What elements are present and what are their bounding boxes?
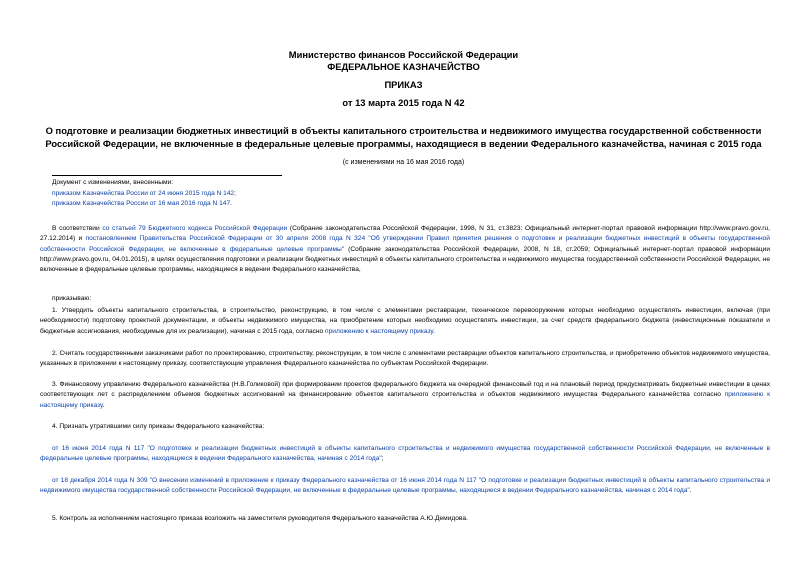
budget-code-link[interactable]: со статьей 79 Бюджетного кодекса Российской Федерации: [102, 225, 288, 232]
document-type: ПРИКАЗ: [384, 79, 423, 90]
government-decree-link[interactable]: постановлением Правительства Российской Федерации от 30 апреля 2008 года N 324 "Об утверждении Правил принятия решения о подготовке и реализации бюджетных инвестиций в объекты государственной собственности Российской Федерации, не включенные в федеральные целевые программы": [40, 235, 770, 253]
changes-box: [52, 175, 282, 210]
preamble-paragraph: В соответствии со статьей 79 Бюджетного кодекса Российской Федерации (Собрание законодательства Российской Федерации, 1998, N 31, ст.3823; Официальный интернет-портал правовой информации http://www.pravo.gov.ru, 27.12.2014) и постановлением Правительства Российской Федерации от 30 апреля 2008 года N 324 "Об утверждении Правил принятия решения о подготовке и реализации бюджетных инвестиций в объекты государственной собственности Российской Федерации, не включенные в федеральные целевые программы" (Собрание законодательства Российской Федерации, 2008, N 18, ст.2059; Официальный интернет-портал правовой информации http://www.pravo.gov.ru, 04.01.2015), в целях осуществления подготовки и реализации бюджетных инвестиций в объекты капитального строительства и недвижимого имущества государственной собственности Российской Федерации, не включенные в федеральные целевые программы, находящиеся в ведении Федерального казначейства,: [40, 225, 771, 274]
revision-note: (с изменениями на 16 мая 2016 года): [342, 159, 465, 166]
clause-3: 3. Финансовому управлению Федерального казначейства (Н.В.Голиковой) при формировании проектов федерального бюджета на очередной финансовый год и на плановый период предусматривать бюджетные инвестиции в ценах соответствующих лет с распределением объемов бюджетных ассигнований на финансирование объектов капитального строительства и объектов недвижимого имущества Федерального казначейства согласно приложению к настоящему приказу.: [40, 381, 770, 409]
clause-5: 5. Контроль за исполнением настоящего приказа возложить на заместителя руководителя Федерального казначейства А.Ю.Демидова.: [52, 515, 468, 522]
clause-4: 4. Признать утратившими силу приказы Федерального казначейства:: [52, 423, 265, 430]
amendment-link-142[interactable]: приказом Казначейства России от 24 июня 2015 года N 142;: [52, 189, 237, 197]
changes-heading: Документ с изменениями, внесенными:: [52, 179, 174, 186]
amendment-link-147[interactable]: приказом Казначейства России от 16 мая 2016 года N 147.: [52, 200, 232, 207]
ministry-name: Министерство финансов Российской Федерации: [288, 49, 519, 60]
clause-4b: от 18 декабря 2014 года N 309 "О внесении изменений в приложение к приказу Федерального казначейства от 16 июня 2014 года N 117 "О подготовке и реализации бюджетных инвестиций в объекты капитального строительства и недвижимого имущества государственной собственности Российской Федерации, не включенные в федеральные целевые программы, находящиеся в ведении Федерального казначейства, начиная с 2014 года".: [40, 477, 770, 495]
clause-1: 1. Утвердить объекты капитального строительства, в строительство, реконструкцию, в том числе с элементами реставрации, техническое перевооружение которых необходимо осуществлять инвестиции, включая (при необходимости) подготовку проектной документации, и объекты недвижимого имущества, на приобретение которых необходимо осуществлять инвестиции, за счет средств федерального бюджета (инвестиционные показатели и бюджетные ассигнования, необходимые для их реализации), начиная с 2015 года, согласно приложению к настоящему приказу.: [40, 307, 770, 335]
agency-name: ФЕДЕРАЛЬНОЕ КАЗНАЧЕЙСТВО: [327, 61, 480, 72]
clause-2: 2. Считать государственными заказчиками работ по проектированию, строительству, реконструкции, в том числе с элементами реставрации объектов капитального строительства, и приобретению объектов недвижимого имущества, указанных в приложении к настоящему приказу, соответствующие управления Федерального казначейства по субъектам Российской Федерации.: [40, 350, 770, 368]
order-word: приказываю:: [52, 295, 92, 302]
appendix-link-2[interactable]: приложению к настоящему приказу: [40, 391, 770, 409]
repealed-order-117-link[interactable]: от 16 июня 2014 года N 117 "О подготовке и реализации бюджетных инвестиций в объекты капитального строительства и недвижимого имущества государственной собственности Российской Федерации, не включенные в федеральные целевые программы, находящиеся в ведении Федерального казначейства, начиная с 2014 года": [40, 445, 770, 463]
appendix-link-1[interactable]: приложению к настоящему приказу: [325, 327, 434, 335]
clause-4a: от 16 июня 2014 года N 117 "О подготовке и реализации бюджетных инвестиций в объекты капитального строительства и недвижимого имущества государственной собственности Российской Федерации, не включенные в федеральные целевые программы, находящиеся в ведении Федерального казначейства, начиная с 2014 года";: [40, 445, 770, 463]
document-title: О подготовке и реализации бюджетных инвестиций в объекты капитального строительства и недвижимого имущества государственной собственности Российской Федерации, не включенные в федеральные целевые программы, находящиеся в ведении Федерального казначейства, начиная с 2015 года: [45, 125, 762, 149]
repealed-order-309-link[interactable]: от 18 декабря 2014 года N 309 "О внесении изменений в приложение к приказу Федерального казначейства от 16 июня 2014 года N 117 "О подготовке и реализации бюджетных инвестиций в объекты капитального строительства и недвижимого имущества государственной собственности Российской Федерации, не включенные в федеральные целевые программы, находящиеся в ведении Федерального казначейства, начиная с 2014 года": [40, 477, 770, 495]
document-date: от 13 марта 2015 года N 42: [342, 97, 465, 108]
